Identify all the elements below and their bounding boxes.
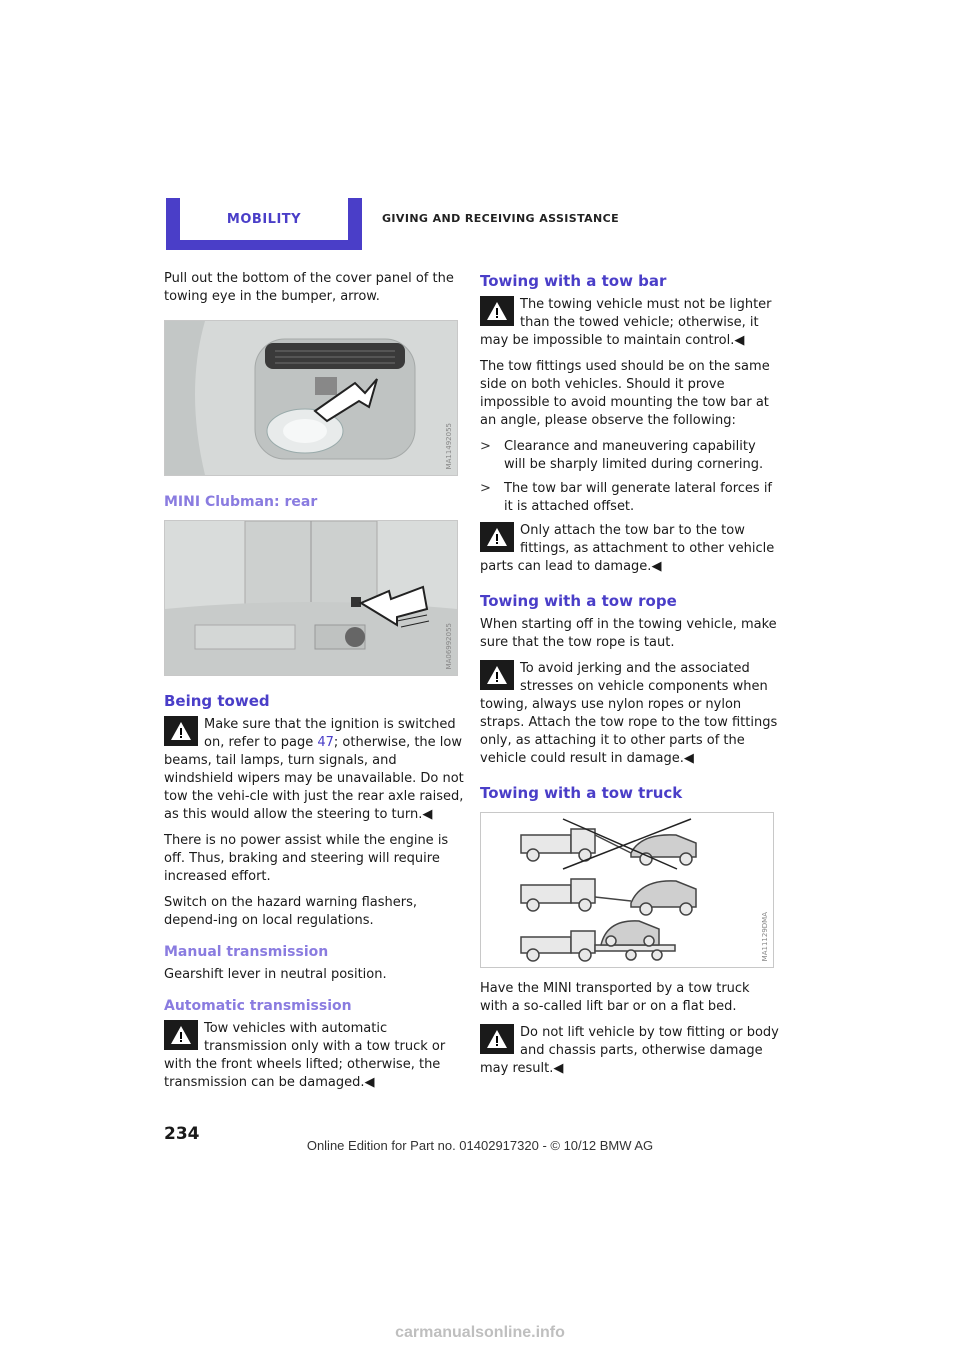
- rear-bumper-illustration: [165, 521, 457, 675]
- edition-footer: Online Edition for Part no. 01402917320 - © 10/12 BMW AG: [306, 1138, 654, 1153]
- intro-text: Pull out the bottom of the cover panel of the towing eye in the bumper, arrow.: [164, 271, 454, 304]
- end-mark: ◀: [683, 751, 694, 766]
- chapter-title: MOBILITY: [180, 198, 348, 240]
- page-number: 234: [164, 1124, 200, 1144]
- end-mark: ◀: [553, 1061, 564, 1076]
- watermark: carmanualsonline.info: [395, 1324, 565, 1341]
- bullet-item: [480, 438, 780, 474]
- warning-triangle-icon: [164, 1020, 198, 1050]
- hazard-text: Switch on the hazard warning flashers, depend-ing on local regulations.: [164, 895, 418, 928]
- tow-truck-illustration: [481, 813, 773, 967]
- truck-text: Have the MINI transported by a tow truck with a so-called lift bar or on a flat bed.: [480, 981, 750, 1014]
- bumper-illustration: [165, 321, 457, 475]
- no-power-text: There is no power assist while the engine is off. Thus, braking and steering will require increased effort.: [164, 833, 449, 884]
- tow-truck-figure: [480, 812, 774, 968]
- heading-manual-transmission: Manual transmission: [164, 944, 329, 960]
- warning-tow-bar-weight: [480, 296, 780, 350]
- fittings-text: The tow fittings used should be on the same side on both vehicles. Should it prove impossible to avoid mounting the tow bar at an angle, please observe the following:: [480, 359, 770, 428]
- figure-code: MA06992055: [445, 622, 453, 669]
- warning-triangle-icon: [480, 296, 514, 326]
- heading-tow-bar: Towing with a tow bar: [480, 272, 667, 290]
- figure-code: MA11492055: [445, 422, 453, 469]
- bullet-text: The tow bar will generate lateral forces if it is attached offset.: [504, 481, 773, 514]
- towing-eye-rear-figure: [164, 520, 458, 676]
- rope-text: When starting off in the towing vehicle, make sure that the tow rope is taut.: [480, 617, 777, 650]
- end-mark: ◀: [364, 1075, 375, 1090]
- bullet-mark: >: [480, 481, 491, 496]
- end-mark: ◀: [734, 333, 745, 348]
- warning-triangle-icon: [480, 660, 514, 690]
- warning-text: Only attach the tow bar to the tow fittings, as attachment to other vehicle parts can lead to damage.: [480, 523, 775, 574]
- right-column: [480, 272, 780, 1086]
- warning-text: To avoid jerking and the associated stresses on vehicle components when towing, always use nylon ropes or nylon straps. Attach the tow rope to the tow fittings only, as attaching it to other parts of the vehicle could result in damage.: [480, 661, 778, 766]
- warning-text-a: Make sure that the ignition is switched on, refer to page: [204, 717, 456, 750]
- left-column: [164, 270, 464, 1100]
- section-title: GIVING AND RECEIVING ASSISTANCE: [382, 212, 620, 225]
- bullet-text: Clearance and maneuvering capability will be sharply limited during cornering.: [504, 439, 764, 472]
- page-reference-link[interactable]: 47: [317, 735, 334, 750]
- warning-tow-rope: [480, 660, 780, 768]
- warning-tow-bar-fittings: [480, 522, 780, 576]
- heading-tow-rope: Towing with a tow rope: [480, 592, 677, 610]
- warning-triangle-icon: [164, 716, 198, 746]
- towing-eye-front-figure: [164, 320, 458, 476]
- warning-automatic: [164, 1020, 464, 1092]
- warning-tow-truck: [480, 1024, 780, 1078]
- heading-clubman-rear: MINI Clubman: rear: [164, 494, 318, 510]
- heading-automatic-transmission: Automatic transmission: [164, 998, 352, 1014]
- warning-ignition: [164, 716, 464, 824]
- warning-triangle-icon: [480, 522, 514, 552]
- warning-text: Tow vehicles with automatic transmission only with a tow truck or with the front wheels lifted; otherwise, the transmission can be damaged.: [164, 1021, 446, 1090]
- end-mark: ◀: [422, 807, 433, 822]
- warning-text: Do not lift vehicle by tow fitting or body and chassis parts, otherwise damage may result.: [480, 1025, 779, 1076]
- warning-text: The towing vehicle must not be lighter than the towed vehicle; otherwise, it may be impossible to maintain control.: [480, 297, 772, 348]
- warning-text-b: ; otherwise, the low beams, tail lamps, turn signals, and windshield wipers may be unavailable. Do not tow the vehi-cle with just the rear axle raised, as this would allow the steering to turn.: [164, 735, 464, 822]
- warning-triangle-icon: [480, 1024, 514, 1054]
- heading-tow-truck: Towing with a tow truck: [480, 784, 683, 802]
- heading-being-towed: Being towed: [164, 692, 270, 710]
- end-mark: ◀: [651, 559, 662, 574]
- bullet-item: [480, 480, 780, 516]
- figure-code: MA11129DMA: [761, 911, 769, 961]
- bullet-mark: >: [480, 439, 491, 454]
- manual-text: Gearshift lever in neutral position.: [164, 967, 387, 982]
